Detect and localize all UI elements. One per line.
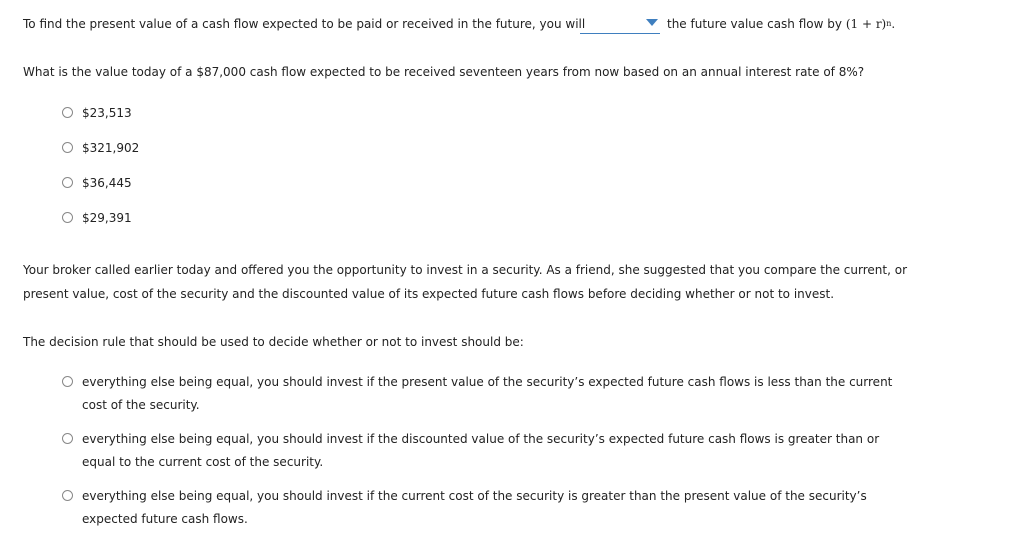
- present-value-method-dropdown[interactable]: [580, 15, 660, 34]
- q3-option-label: everything else being equal, you should invest if the discounted value of the security’s expected future cash flows is greater than or equal to the current cost of the security.: [82, 431, 880, 469]
- radio-button-icon[interactable]: [62, 490, 73, 501]
- radio-button-icon[interactable]: [62, 107, 73, 118]
- q3-option-label: everything else being equal, you should invest if the present value of the security’s expected future cash flows is less than the current cost of the security.: [82, 374, 893, 412]
- q2-option-label: $29,391: [82, 211, 132, 225]
- question3-paragraph: Your broker called earlier today and offered you the opportunity to invest in a security. As a friend, she suggested that you compare the current, or present value, cost of the security and the discounted value of its expected future cash flows before deciding whether or not to invest.: [23, 263, 908, 301]
- question1-text-before: To find the present value of a cash flow expected to be paid or received in the future, you will: [23, 17, 586, 31]
- q2-option-2[interactable]: [62, 141, 139, 155]
- q2-option-label: $321,902: [82, 141, 140, 155]
- q3-option-3[interactable]: [62, 489, 912, 532]
- q2-option-label: $23,513: [82, 106, 132, 120]
- formula-base: (1 + r): [845, 17, 887, 31]
- question1-text-after: [667, 17, 895, 31]
- q3-option-label: everything else being equal, you should invest if the current cost of the security is greater than the present value of the security’s expected future cash flows.: [82, 488, 867, 526]
- q3-option-2[interactable]: [62, 432, 912, 475]
- q3-option-1[interactable]: [62, 375, 912, 418]
- q2-option-4[interactable]: [62, 211, 132, 225]
- formula-end: .: [891, 17, 896, 31]
- radio-button-icon[interactable]: [62, 212, 73, 223]
- q2-option-label: $36,445: [82, 176, 132, 190]
- question2-prompt: What is the value today of a $87,000 cash flow expected to be received seventeen years from now based on an annual interest rate of 8%?: [23, 65, 865, 79]
- q2-option-3[interactable]: [62, 176, 132, 190]
- caret-down-icon: [646, 19, 658, 26]
- question3-prompt: The decision rule that should be used to decide whether or not to invest should be:: [23, 335, 524, 349]
- radio-button-icon[interactable]: [62, 142, 73, 153]
- radio-button-icon[interactable]: [62, 376, 73, 387]
- q2-option-1[interactable]: [62, 106, 132, 120]
- radio-button-icon[interactable]: [62, 433, 73, 444]
- formula: [846, 17, 895, 31]
- radio-button-icon[interactable]: [62, 177, 73, 188]
- question1-text-after-label: the future value cash flow by: [667, 17, 842, 31]
- formula-exponent: n: [886, 19, 892, 28]
